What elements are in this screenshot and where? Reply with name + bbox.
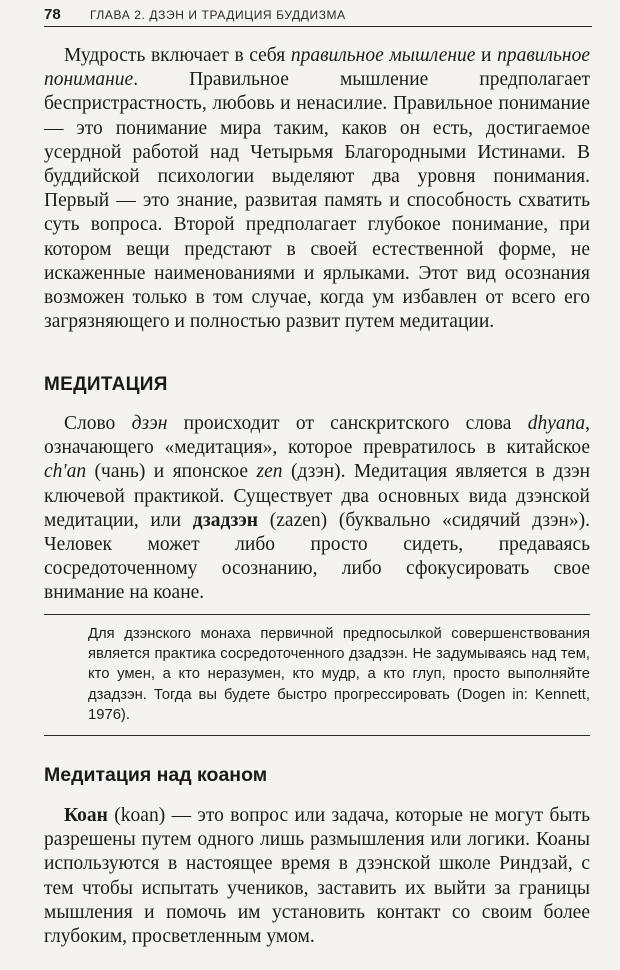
paragraph-wisdom bbox=[44, 44, 590, 334]
text-run: Мудрость включает в себя bbox=[64, 45, 291, 66]
quote-box bbox=[44, 614, 590, 736]
italic-term: дзэн bbox=[131, 413, 168, 434]
italic-term: правильное мышление bbox=[290, 45, 476, 66]
text-run: (koan) — это вопрос или задача, которые не могут быть разрешены путем одного лишь размышления или логики. Коаны используются в настоящее время в дзэнской школе Риндзай, с тем чтобы испытать учеников, заставить их выйти за границы мышления и помочь им установить контакт со своим более глубоким, просветленным умом. bbox=[44, 805, 590, 948]
bold-term: Коан bbox=[64, 805, 108, 826]
italic-term: dhyana bbox=[527, 413, 586, 434]
text-run: (zazen) (буквально «сидячий дзэн»). Человек может либо просто сидеть, предаваясь сосредоточенному осознанию, либо сфокусировать свое внимание на коане. bbox=[44, 509, 590, 604]
text-run: . Правильное мышление предполагает беспристрастность, любовь и ненасилие. Правильное понимание — это понимание мира таким, каков он есть, достигаемое усердной работой над Четырьмя Благородными Истинами. В буддийской психологии выделяют два уровня понимания. Первый — это знание, развитая память и способность схватить суть вопроса. Второй предполагает глубокое понимание, при котором вещи предстают в своей естественной форме, не искаженные наименованиями и ярлыками. Этот вид осознания возможен только в том случае, когда ум избавлен от всего его загрязняющего и полностью развит путем медитации. bbox=[44, 69, 590, 333]
paragraph-koan bbox=[44, 804, 590, 949]
italic-term: zen bbox=[256, 461, 283, 483]
text-run: Слово bbox=[64, 413, 132, 434]
italic-term: ch'an bbox=[44, 461, 87, 483]
running-head bbox=[44, 4, 592, 27]
text-run: (дзэн). Медитация является в дзэн ключевой практикой. Существует два основных вида дзэнской медитации, или bbox=[44, 461, 591, 531]
page-number: 78 bbox=[44, 6, 61, 23]
italic-term: правильное понимание bbox=[44, 45, 591, 91]
paragraph-meditation bbox=[44, 412, 590, 606]
section-heading-meditation: МЕДИТАЦИЯ bbox=[44, 374, 168, 395]
chapter-title: ГЛАВА 2. ДЗЭН И ТРАДИЦИЯ БУДДИЗМА bbox=[90, 8, 346, 22]
text-run: (чань) и японское bbox=[86, 461, 257, 483]
bold-term: дзадзэн bbox=[192, 509, 259, 531]
quote-text: Для дзэнского монаха первичной предпосылкой совершенствования является практика сосредоточенного дзадзэн. Не задумываясь над тем, кто умен, а кто неразумен, кто мудр, а кто глуп, просто выполняйте дзадзэн. Тогда вы будете быстро прогрессировать (Dogen in: Kennett, 1976). bbox=[88, 626, 590, 723]
text-run: и bbox=[475, 45, 498, 66]
text-run: , означающего «медитация», которое превратилось в китайское bbox=[44, 413, 591, 459]
text-run: происходит от санскритского слова bbox=[167, 413, 528, 434]
section-heading-koan: Медитация над коаном bbox=[44, 764, 268, 786]
